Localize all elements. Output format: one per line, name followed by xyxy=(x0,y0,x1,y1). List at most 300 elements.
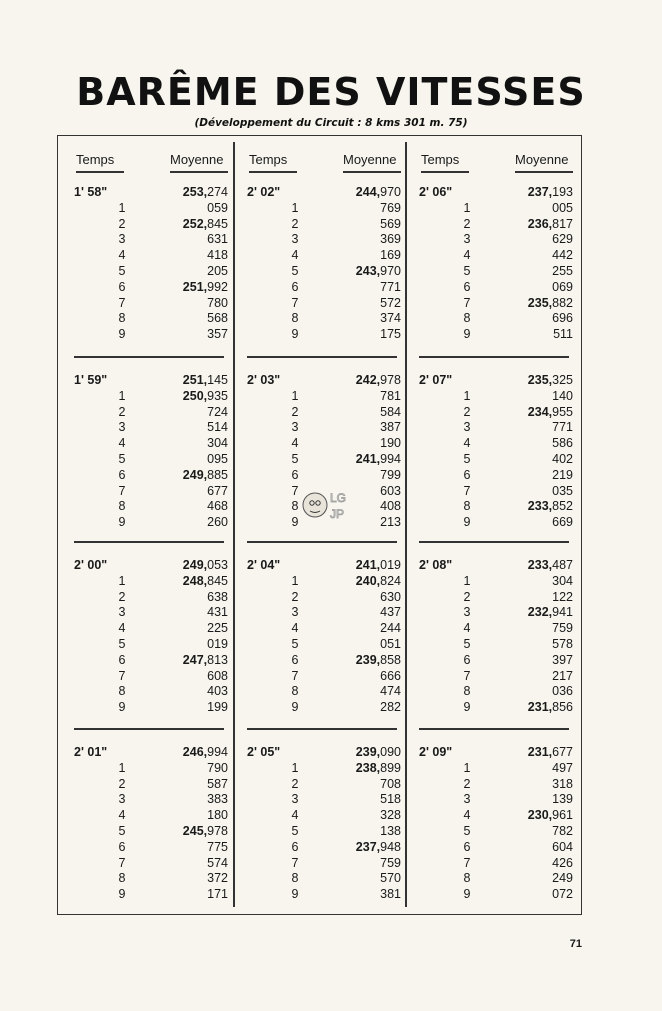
table-row xyxy=(70,483,228,499)
speed-value: 199 xyxy=(207,700,228,715)
table-row xyxy=(70,388,228,404)
svg-text:LG: LG xyxy=(330,491,347,505)
table-row xyxy=(415,855,573,871)
table-row xyxy=(415,823,573,839)
tenth-digit: 8 xyxy=(118,499,126,514)
tenth-digit: 4 xyxy=(118,436,126,451)
speed-value: 239,090 xyxy=(355,745,401,759)
speed-value: 231,677 xyxy=(527,745,573,759)
tenth-digit: 3 xyxy=(291,420,299,435)
speed-value: 249,885 xyxy=(182,467,228,482)
tenth-digit: 9 xyxy=(291,515,299,530)
tenth-digit: 2 xyxy=(463,404,471,419)
tenth-digit: 3 xyxy=(291,792,299,807)
tenth-digit: 4 xyxy=(463,436,471,451)
page-title: BARÊME DES VITESSES xyxy=(76,70,586,114)
table-row xyxy=(243,573,401,589)
speed-value: 696 xyxy=(552,311,573,326)
speed-value: 518 xyxy=(380,792,401,807)
speed-value: 586 xyxy=(552,436,573,451)
tenth-digit: 2 xyxy=(118,776,126,791)
speed-value: 217 xyxy=(552,668,573,683)
table-row xyxy=(70,744,228,760)
speed-value: 035 xyxy=(552,483,573,498)
tenth-digit: 8 xyxy=(291,499,299,514)
speed-value: 769 xyxy=(380,200,401,215)
table-row xyxy=(70,279,228,295)
table-row xyxy=(415,760,573,776)
tenth-digit: 6 xyxy=(118,279,126,294)
tenth-digit: 3 xyxy=(463,232,471,247)
block-rule xyxy=(419,728,569,730)
tenth-digit: 5 xyxy=(118,637,126,651)
speed-value: 230,961 xyxy=(527,808,573,823)
speed-value: 237,948 xyxy=(355,839,401,854)
page-number: 71 xyxy=(569,938,582,950)
speed-value: 236,817 xyxy=(527,216,573,231)
tenth-digit: 2 xyxy=(291,589,299,604)
table-row xyxy=(70,467,228,483)
table-row xyxy=(70,823,228,839)
tenth-digit: 8 xyxy=(291,311,299,326)
speed-value: 282 xyxy=(380,700,401,715)
tenth-digit: 4 xyxy=(118,808,126,823)
speed-value: 572 xyxy=(380,295,401,310)
speed-value: 403 xyxy=(207,684,228,699)
table-row xyxy=(243,807,401,823)
table-row xyxy=(70,589,228,605)
time-label: 2' 05" xyxy=(247,745,281,759)
speed-value: 708 xyxy=(380,776,401,791)
table-row xyxy=(70,636,228,652)
table-row xyxy=(70,419,228,435)
tenth-digit: 7 xyxy=(463,855,471,870)
tenth-digit: 1 xyxy=(291,388,299,403)
speed-value: 328 xyxy=(380,808,401,823)
tenth-digit: 3 xyxy=(118,792,126,807)
table-row xyxy=(70,514,228,530)
time-label: 2' 04" xyxy=(247,558,281,572)
speed-value: 304 xyxy=(207,436,228,451)
speed-value: 249 xyxy=(552,871,573,886)
speed-value: 724 xyxy=(207,404,228,419)
table-row xyxy=(70,435,228,451)
tenth-digit: 8 xyxy=(463,311,471,326)
table-row xyxy=(70,263,228,279)
speed-value: 369 xyxy=(380,232,401,247)
header-rule xyxy=(515,171,573,173)
speed-value: 051 xyxy=(380,637,401,651)
header-rule xyxy=(421,171,469,173)
speed-value: 243,970 xyxy=(355,264,401,278)
tenth-digit: 8 xyxy=(118,311,126,326)
speed-value: 251,992 xyxy=(182,279,228,294)
speed-value: 570 xyxy=(380,871,401,886)
table-row xyxy=(415,216,573,232)
speed-value: 603 xyxy=(380,483,401,498)
table-row xyxy=(415,372,573,388)
table-row xyxy=(70,557,228,573)
tenth-digit: 9 xyxy=(291,887,299,902)
speed-value: 248,845 xyxy=(182,573,228,588)
speed-value: 233,487 xyxy=(527,558,573,572)
header-temps: Temps xyxy=(249,152,288,167)
tenth-digit: 6 xyxy=(118,652,126,667)
table-row xyxy=(243,870,401,886)
table-row xyxy=(70,807,228,823)
tenth-digit: 5 xyxy=(118,824,126,838)
table-row xyxy=(415,636,573,652)
speed-value: 234,955 xyxy=(527,404,573,419)
speed-value: 387 xyxy=(380,420,401,435)
block-rule xyxy=(74,356,224,358)
speed-value: 782 xyxy=(552,824,573,838)
table-row xyxy=(415,683,573,699)
tenth-digit: 7 xyxy=(118,668,126,683)
table-row xyxy=(243,744,401,760)
speed-value: 437 xyxy=(380,605,401,620)
table-row xyxy=(415,807,573,823)
watermark-logo-icon xyxy=(302,487,360,523)
tenth-digit: 6 xyxy=(291,839,299,854)
tenth-digit: 1 xyxy=(118,573,126,588)
tenth-digit: 8 xyxy=(463,684,471,699)
table-row xyxy=(243,636,401,652)
speed-value: 252,845 xyxy=(182,216,228,231)
table-row xyxy=(70,216,228,232)
time-label: 2' 03" xyxy=(247,373,281,387)
tenth-digit: 6 xyxy=(463,467,471,482)
tenth-digit: 3 xyxy=(118,420,126,435)
tenth-digit: 2 xyxy=(463,776,471,791)
speed-value: 095 xyxy=(207,452,228,466)
time-label: 2' 00" xyxy=(74,558,108,572)
speed-value: 249,053 xyxy=(182,558,228,572)
tenth-digit: 4 xyxy=(291,808,299,823)
tenth-digit: 9 xyxy=(118,515,126,530)
speed-value: 069 xyxy=(552,279,573,294)
block-rule xyxy=(419,541,569,543)
speed-value: 759 xyxy=(552,621,573,636)
table-row xyxy=(243,699,401,715)
header-temps: Temps xyxy=(76,152,115,167)
table-row xyxy=(243,388,401,404)
tenth-digit: 4 xyxy=(291,621,299,636)
table-row xyxy=(243,823,401,839)
table-row xyxy=(243,295,401,311)
tenth-digit: 7 xyxy=(118,483,126,498)
table-row xyxy=(70,870,228,886)
table-row xyxy=(70,652,228,668)
table-row xyxy=(70,247,228,263)
table-row xyxy=(243,760,401,776)
table-row xyxy=(70,760,228,776)
tenth-digit: 8 xyxy=(118,684,126,699)
table-row xyxy=(415,451,573,467)
header-rule xyxy=(170,171,228,173)
table-row xyxy=(415,200,573,216)
table-row xyxy=(70,886,228,902)
tenth-digit: 9 xyxy=(463,700,471,715)
tenth-digit: 5 xyxy=(118,264,126,278)
speed-value: 578 xyxy=(552,637,573,651)
table-row xyxy=(415,870,573,886)
speed-value: 474 xyxy=(380,684,401,699)
tenth-digit: 3 xyxy=(463,605,471,620)
table-row xyxy=(243,279,401,295)
tenth-digit: 1 xyxy=(118,388,126,403)
speed-value: 775 xyxy=(207,839,228,854)
speed-value: 169 xyxy=(380,248,401,263)
tenth-digit: 3 xyxy=(291,232,299,247)
tenth-digit: 4 xyxy=(291,436,299,451)
tenth-digit: 5 xyxy=(291,264,299,278)
table-row xyxy=(243,263,401,279)
table-row xyxy=(243,184,401,200)
table-row xyxy=(415,791,573,807)
speed-value: 253,274 xyxy=(182,185,228,199)
tenth-digit: 9 xyxy=(118,887,126,902)
header-rule xyxy=(76,171,124,173)
table-row xyxy=(243,620,401,636)
tenth-digit: 7 xyxy=(118,295,126,310)
header-rule xyxy=(249,171,297,173)
table-row xyxy=(70,683,228,699)
speed-value: 239,858 xyxy=(355,652,401,667)
table-row xyxy=(415,231,573,247)
block-rule xyxy=(247,728,397,730)
speed-value: 771 xyxy=(380,279,401,294)
speed-value: 408 xyxy=(380,499,401,514)
time-label: 2' 08" xyxy=(419,558,453,572)
speed-value: 180 xyxy=(207,808,228,823)
tenth-digit: 5 xyxy=(463,637,471,651)
table-row xyxy=(415,388,573,404)
table-row xyxy=(243,839,401,855)
page-subtitle: (Développement du Circuit : 8 kms 301 m. 75) xyxy=(194,117,468,129)
tenth-digit: 2 xyxy=(118,404,126,419)
tenth-digit: 9 xyxy=(463,515,471,530)
table-row xyxy=(415,839,573,855)
tenth-digit: 7 xyxy=(463,295,471,310)
table-row xyxy=(70,184,228,200)
tenth-digit: 3 xyxy=(118,232,126,247)
table-row xyxy=(243,216,401,232)
tenth-digit: 9 xyxy=(118,327,126,342)
speed-value: 374 xyxy=(380,311,401,326)
tenth-digit: 5 xyxy=(463,824,471,838)
speed-value: 244,970 xyxy=(355,185,401,199)
speed-value: 569 xyxy=(380,216,401,231)
table-row xyxy=(70,573,228,589)
table-row xyxy=(243,451,401,467)
speed-value: 213 xyxy=(380,515,401,530)
tenth-digit: 2 xyxy=(291,404,299,419)
speed-value: 780 xyxy=(207,295,228,310)
table-row xyxy=(70,498,228,514)
speed-value: 255 xyxy=(552,264,573,278)
table-row xyxy=(415,557,573,573)
table-row xyxy=(70,372,228,388)
speed-value: 238,899 xyxy=(355,760,401,775)
table-row xyxy=(70,839,228,855)
table-row xyxy=(70,791,228,807)
tenth-digit: 1 xyxy=(291,573,299,588)
time-label: 1' 58" xyxy=(74,185,108,199)
column-divider xyxy=(233,142,235,907)
speed-value: 139 xyxy=(552,792,573,807)
speed-value: 241,019 xyxy=(355,558,401,572)
speed-value: 402 xyxy=(552,452,573,466)
table-row xyxy=(243,557,401,573)
table-row xyxy=(415,604,573,620)
speed-value: 072 xyxy=(552,887,573,902)
table-row xyxy=(70,200,228,216)
speed-value: 244 xyxy=(380,621,401,636)
tenth-digit: 5 xyxy=(291,637,299,651)
column-divider xyxy=(405,142,407,907)
header-moyenne: Moyenne xyxy=(170,152,224,167)
table-row xyxy=(243,372,401,388)
table-row xyxy=(243,247,401,263)
speed-value: 247,813 xyxy=(182,652,228,667)
tenth-digit: 4 xyxy=(463,808,471,823)
tenth-digit: 1 xyxy=(463,573,471,588)
speed-value: 383 xyxy=(207,792,228,807)
tenth-digit: 2 xyxy=(291,776,299,791)
speed-value: 251,145 xyxy=(182,373,228,387)
tenth-digit: 2 xyxy=(463,589,471,604)
table-row xyxy=(70,604,228,620)
tenth-digit: 9 xyxy=(118,700,126,715)
tenth-digit: 6 xyxy=(463,839,471,854)
table-row xyxy=(415,295,573,311)
speed-value: 677 xyxy=(207,483,228,498)
table-row xyxy=(243,886,401,902)
speed-value: 759 xyxy=(380,855,401,870)
tenth-digit: 7 xyxy=(463,483,471,498)
speed-value: 242,978 xyxy=(355,373,401,387)
speed-value: 781 xyxy=(380,388,401,403)
speed-value: 233,852 xyxy=(527,499,573,514)
tenth-digit: 8 xyxy=(291,871,299,886)
table-row xyxy=(243,683,401,699)
header-moyenne: Moyenne xyxy=(515,152,569,167)
tenth-digit: 6 xyxy=(463,652,471,667)
speed-value: 059 xyxy=(207,200,228,215)
tenth-digit: 1 xyxy=(118,200,126,215)
table-row xyxy=(415,652,573,668)
speed-value: 431 xyxy=(207,605,228,620)
tenth-digit: 2 xyxy=(118,589,126,604)
speed-value: 587 xyxy=(207,776,228,791)
time-label: 2' 01" xyxy=(74,745,108,759)
table-row xyxy=(243,310,401,326)
table-row xyxy=(415,279,573,295)
tenth-digit: 4 xyxy=(463,621,471,636)
speed-value: 381 xyxy=(380,887,401,902)
speed-value: 245,978 xyxy=(182,824,228,838)
tenth-digit: 5 xyxy=(291,824,299,838)
speed-value: 241,994 xyxy=(355,452,401,466)
table-row xyxy=(70,326,228,342)
tenth-digit: 4 xyxy=(118,621,126,636)
tenth-digit: 7 xyxy=(291,483,299,498)
speed-value: 235,882 xyxy=(527,295,573,310)
speed-value: 418 xyxy=(207,248,228,263)
table-row xyxy=(415,886,573,902)
block-rule xyxy=(74,728,224,730)
speed-value: 372 xyxy=(207,871,228,886)
block-rule xyxy=(74,541,224,543)
table-row xyxy=(70,451,228,467)
speed-value: 122 xyxy=(552,589,573,604)
speed-value: 175 xyxy=(380,327,401,342)
header-moyenne: Moyenne xyxy=(343,152,397,167)
table-row xyxy=(70,776,228,792)
table-row xyxy=(415,483,573,499)
speed-value: 790 xyxy=(207,760,228,775)
table-row xyxy=(415,247,573,263)
table-row xyxy=(70,295,228,311)
table-row xyxy=(243,200,401,216)
table-row xyxy=(415,573,573,589)
table-row xyxy=(70,855,228,871)
tenth-digit: 1 xyxy=(291,200,299,215)
speed-value: 357 xyxy=(207,327,228,342)
table-row xyxy=(243,326,401,342)
speed-value: 232,941 xyxy=(527,605,573,620)
table-row xyxy=(243,604,401,620)
tenth-digit: 7 xyxy=(291,668,299,683)
tenth-digit: 5 xyxy=(463,264,471,278)
table-row xyxy=(243,776,401,792)
speed-value: 205 xyxy=(207,264,228,278)
table-row xyxy=(415,620,573,636)
tenth-digit: 9 xyxy=(291,327,299,342)
block-rule xyxy=(419,356,569,358)
speed-table xyxy=(57,135,582,915)
table-row xyxy=(243,652,401,668)
speed-value: 442 xyxy=(552,248,573,263)
tenth-digit: 6 xyxy=(291,467,299,482)
table-row xyxy=(415,498,573,514)
table-row xyxy=(243,589,401,605)
speed-value: 260 xyxy=(207,515,228,530)
tenth-digit: 1 xyxy=(463,760,471,775)
tenth-digit: 5 xyxy=(463,452,471,466)
speed-value: 250,935 xyxy=(182,388,228,403)
speed-value: 514 xyxy=(207,420,228,435)
speed-value: 237,193 xyxy=(527,185,573,199)
speed-value: 574 xyxy=(207,855,228,870)
speed-value: 669 xyxy=(552,515,573,530)
table-row xyxy=(243,855,401,871)
table-row xyxy=(415,435,573,451)
speed-value: 799 xyxy=(380,467,401,482)
table-row xyxy=(415,263,573,279)
block-rule xyxy=(247,541,397,543)
speed-value: 225 xyxy=(207,621,228,636)
table-row xyxy=(243,435,401,451)
tenth-digit: 8 xyxy=(291,684,299,699)
tenth-digit: 6 xyxy=(291,279,299,294)
table-row xyxy=(415,699,573,715)
table-row xyxy=(415,744,573,760)
speed-value: 036 xyxy=(552,684,573,699)
time-label: 2' 07" xyxy=(419,373,453,387)
table-row xyxy=(415,310,573,326)
